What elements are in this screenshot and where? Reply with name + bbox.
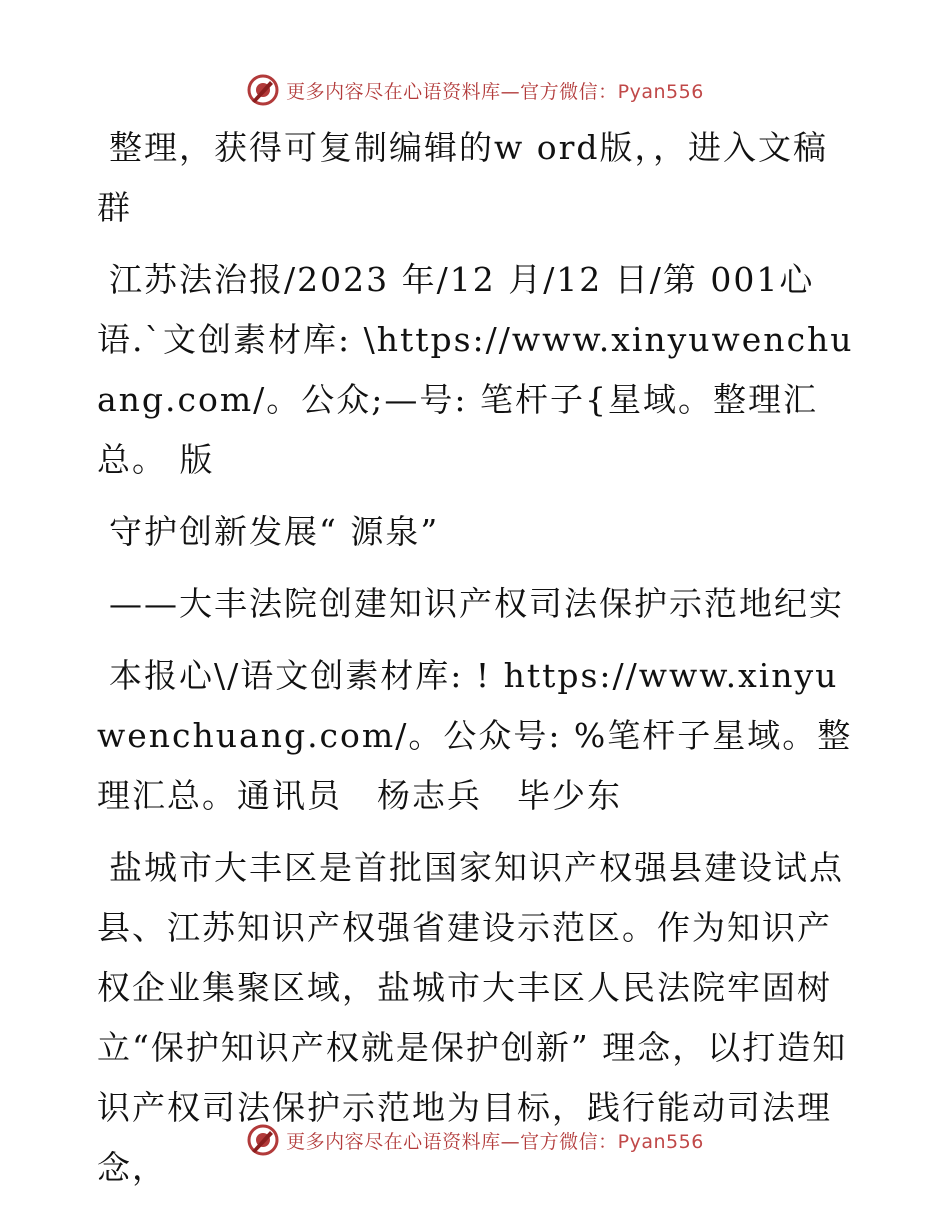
watermark-text: 更多内容尽在心语资料库—官方微信：Pyan556 [286,80,704,103]
footer-watermark [0,1120,950,1160]
wechat-id: Pyan556 [617,1130,704,1153]
article-subtitle: ——大丰法院创建知识产权司法保护示范地纪实 [109,584,844,623]
watermark-text: 更多内容尽在心语资料库—官方微信：Pyan556 [286,1130,704,1153]
pen-logo-icon [246,1123,280,1157]
pen-logo-icon [246,73,280,107]
article-title: 守护创新发展“ 源泉” [109,512,440,551]
wechat-id: Pyan556 [617,80,704,103]
byline: 本报心\/语文创素材库: ! https://www.xinyuwenchuang.com/。公众号: %笔杆子星域。整理汇总。通讯员 杨志兵 毕少东 [97,656,853,815]
document-body [97,118,857,1198]
paragraph: 整理，获得可复制编辑的w ord版，，进入文稿群 [97,128,829,227]
paragraph: 江苏法治报/2023 年/12 月/12 日/第 001心语.`文创素材库: \https://www.xinyuwenchuang.com/。公众;—号: 笔杆子{星域。整理汇总。 版 [97,260,854,479]
header-watermark [0,70,950,110]
paragraph: 盐城市大丰区是首批国家知识产权强县建设试点县、江苏知识产权强省建设示范区。作为知识产权企业集聚区域，盐城市大丰区人民法院牢固树立“保护知识产权就是保护创新” 理念，以打造知识产权司法保护示范地为目标，践行能动司法理念， [97,848,848,1187]
